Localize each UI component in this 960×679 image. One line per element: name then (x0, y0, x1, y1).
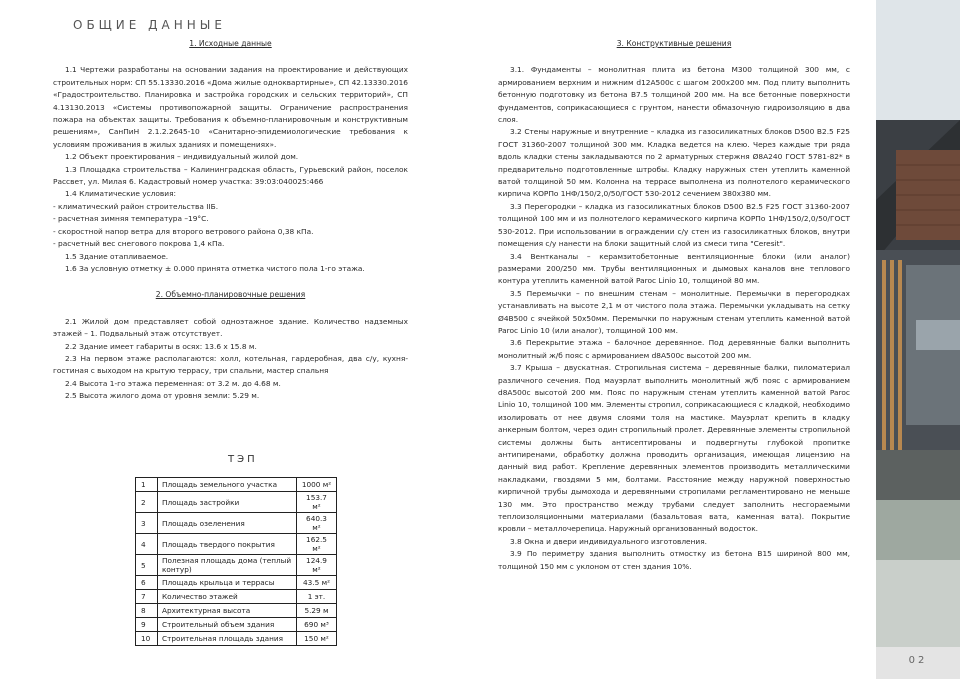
paragraph: 2.3 На первом этаже располагаются: холл, котельная, гардеробная, два с/у, кухня-гостиная с выходом на крытую террасу, три спальни, мастер спальня (53, 353, 408, 376)
tep-name: Строительная площадь здания (158, 632, 297, 646)
house-render-image (876, 0, 960, 679)
page-title: ОБЩИЕ ДАННЫЕ (73, 18, 226, 32)
paragraph: 3.1. Фундаменты – монолитная плита из бетона М300 толщиной 300 мм, с армированием верхним и нижним d12А500с с шагом 200х200 мм. Под плиту выполнить бетонную подготовку из бетона В7.5 толщиной 200 мм. На все бетонные поверхности фундаментов, соприкасающиеся с грунтом, нанести обмазочную гидроизоляцию в два слоя. (498, 65, 850, 125)
tep-number: 10 (136, 632, 158, 646)
paragraph: 2.4 Высота 1-го этажа переменная: от 3.2 м. до 4.68 м. (65, 378, 281, 388)
paragraph: 3.3 Перегородки – кладка из газосиликатных блоков D500 B2.5 F25 ГОСТ 31360-2007 толщиной 100 мм и из полнотелого керамического кирпича КОРПо 1НФ/150/2,0/50/ГОСТ 530-2012. При использовании в ограждении с/у стен из газосиликатных блоков, внутри помещения с/у нанести на блоки защитный слой из смеси типа "Ceresit". (498, 201, 850, 249)
paragraph: 1.5 Здание отапливаемое. (65, 251, 169, 261)
tep-value: 43.5 м² (297, 576, 337, 590)
tep-name: Архитектурная высота (158, 604, 297, 618)
tep-name: Площадь крыльца и террасы (158, 576, 297, 590)
tep-number: 4 (136, 534, 158, 555)
right-column (498, 38, 850, 573)
tep-value: 5.29 м (297, 604, 337, 618)
paragraph: 3.8 Окна и двери индивидуального изготовления. (510, 536, 708, 546)
section-3-title: 3. Конструктивные решения (616, 39, 732, 48)
paragraph: 3.9 По периметру здания выполнить отмостку из бетона В15 шириной 800 мм, толщиной 150 мм с уклоном от стен здания 10%. (498, 549, 850, 571)
table-row (136, 513, 337, 534)
tep-table (135, 477, 337, 646)
paragraph: 3.4 Вентканалы – керамзитобетонные вентиляционные блоки (или аналог) размерами 200/250 мм. Трубы вентиляционных и дымовых каналов вне теплового контура утеплить каменной ватой Paroc Linio 10, толщиной 80 мм. (498, 251, 850, 286)
tep-number: 9 (136, 618, 158, 632)
tep-number: 3 (136, 513, 158, 534)
house-render-drawing (876, 0, 960, 679)
list-item: - расчетный вес снегового покрова 1,4 кПа. (53, 239, 225, 249)
tep-number: 1 (136, 478, 158, 492)
tep-value: 690 м³ (297, 618, 337, 632)
paragraph: 1.1 Чертежи разработаны на основании задания на проектирование и действующих строительных норм: СП 55.13330.2016 «Дома жилые одноквартирные», СП 42.13330.2016 «Градостроительство. Планировка и застройка городских и сельских территорий», СП 4.13130.2013 «Системы противопожарной защиты. Ограничение распространения пожара на объектах защиты. Требования к объемно-планировочным и конструктивным решениям», СанПиН 2.1.2.2645-10 «Санитарно-эпидемиологические требования к условиям проживания в жилых зданиях и помещениях». (53, 65, 408, 149)
paragraph: 1.4 Климатические условия: (65, 189, 177, 199)
table-row (136, 604, 337, 618)
section-1-title: 1. Исходные данные (189, 39, 272, 48)
table-row (136, 478, 337, 492)
tep-number: 6 (136, 576, 158, 590)
tep-value: 1 эт. (297, 590, 337, 604)
table-row (136, 555, 337, 576)
tep-number: 8 (136, 604, 158, 618)
left-column (53, 38, 408, 403)
tep-number: 2 (136, 492, 158, 513)
page-number: 02 (876, 647, 960, 679)
tep-value: 153.7 м² (297, 492, 337, 513)
paragraph: 1.2 Объект проектирования – индивидуальный жилой дом. (65, 152, 299, 162)
tep-title: ТЭП (228, 454, 258, 465)
tep-name: Площадь застройки (158, 492, 297, 513)
table-row (136, 632, 337, 646)
tep-value: 124.9 м² (297, 555, 337, 576)
list-item: - скоростной напор ветра для второго ветрового района 0,38 кПа. (53, 226, 314, 236)
list-item: - расчетная зимняя температура –19°С. (53, 214, 209, 224)
paragraph: 1.6 За условную отметку ± 0.000 принята отметка чистого пола 1-го этажа. (65, 263, 365, 273)
tep-name: Количество этажей (158, 590, 297, 604)
paragraph: 3.2 Стены наружные и внутренние – кладка из газосиликатных блоков D500 B2.5 F25 ГОСТ 31360-2007 толщиной 300 мм. Кладка ведется на клею. Через каждые три ряда вдоль кладки стены закладываются по 2 арматурных стержня Ø8А240 ГОСТ 5781-82* в предварительно подготовленные штробы. Кладку наружных стен утеплить каменной ватой толщиной 50 мм. Колонна на террасе выполнена из полнотелого керамического кирпича КОРПо 1НФ/150/2,0/50/ГОСТ 530-2012 сечением 380х380 мм. (498, 127, 850, 199)
tep-name: Полезная площадь дома (теплый контур) (158, 555, 297, 576)
table-row (136, 590, 337, 604)
table-row (136, 576, 337, 590)
paragraph: 3.7 Крыша – двускатная. Стропильная система – деревянные балки, пиломатериал различного сечения. Под мауэрлат выполнить монолитный ж/б пояс с армированием d8А500с высотой 200 мм. Пояс по наружным стенам утеплить каменной ватой Paroc Linio 10, толщиной 100 мм. Элементы стропил, соприкасающиеся с кладкой, необходимо изолировать от нее двумя слоями толя на мастике. Мауэрлат крепить в кладку анкерным болтом, через один стропильный пролет. Деревянные элементы стропильной системы должны быть антисептированы и подвергнуты глубокой пропитке антипиренами, обработку должна проводить организация, имеющая лицензию на данный вид работ. Крепление деревянных элементов производить металлическими накладками, гвоздями 5 мм, болтами. Расстояние между наружной поверхностью кирпичной трубы дымохода и деревянными стропилами регламентировано не меньше 130 мм. Это пространство между трубами следует заполнить несгораемыми теплоизоляционными материалами (базальтовая вата, каменная вата). Покрытие кровли – металлочерепица. Наружный организованный водосток. (498, 363, 850, 534)
tep-name: Площадь земельного участка (158, 478, 297, 492)
paragraph: 3.6 Перекрытие этажа – балочное деревянное. Под деревянные балки выполнить монолитный ж/б пояс с армированием d8А500с высотой 200 мм. (498, 338, 850, 360)
tep-value: 1000 м² (297, 478, 337, 492)
tep-number: 5 (136, 555, 158, 576)
list-item: - климатический район строительства IIБ. (53, 201, 219, 211)
tep-name: Площадь озеленения (158, 513, 297, 534)
section-2-title: 2. Объемно-планировочные решения (155, 290, 306, 300)
paragraph: 2.2 Здание имеет габариты в осях: 13.6 х 15.8 м. (65, 341, 257, 351)
paragraph: 2.1 Жилой дом представляет собой одноэтажное здание. Количество надземных этажей – 1. Подвальный этаж отсутствует. (53, 316, 408, 339)
paragraph: 2.5 Высота жилого дома от уровня земли: 5.29 м. (65, 391, 260, 401)
table-row (136, 618, 337, 632)
tep-value: 150 м² (297, 632, 337, 646)
tep-number: 7 (136, 590, 158, 604)
tep-name: Строительный объем здания (158, 618, 297, 632)
table-row (136, 492, 337, 513)
paragraph: 3.5 Перемычки – по внешним стенам – монолитные. Перемычки в перегородках устанавливать на высоте 2,1 м от чистого пола этажа. Перемычки укладывать на сетку Ø4В500 с ячейкой 50х50мм. Перемычки по наружным стенам утеплить каменной ватой Paroc Linio 10 (или аналог), толщиной 100 мм. (498, 288, 850, 335)
tep-value: 162.5 м² (297, 534, 337, 555)
paragraph: 1.3 Площадка строительства – Калининградская область, Гурьевский район, поселок Рассвет, ул. Милая 6. Кадастровый номер участка: 39:03:040025:466 (53, 164, 408, 187)
tep-name: Площадь твердого покрытия (158, 534, 297, 555)
table-row (136, 534, 337, 555)
tep-value: 640.3 м² (297, 513, 337, 534)
